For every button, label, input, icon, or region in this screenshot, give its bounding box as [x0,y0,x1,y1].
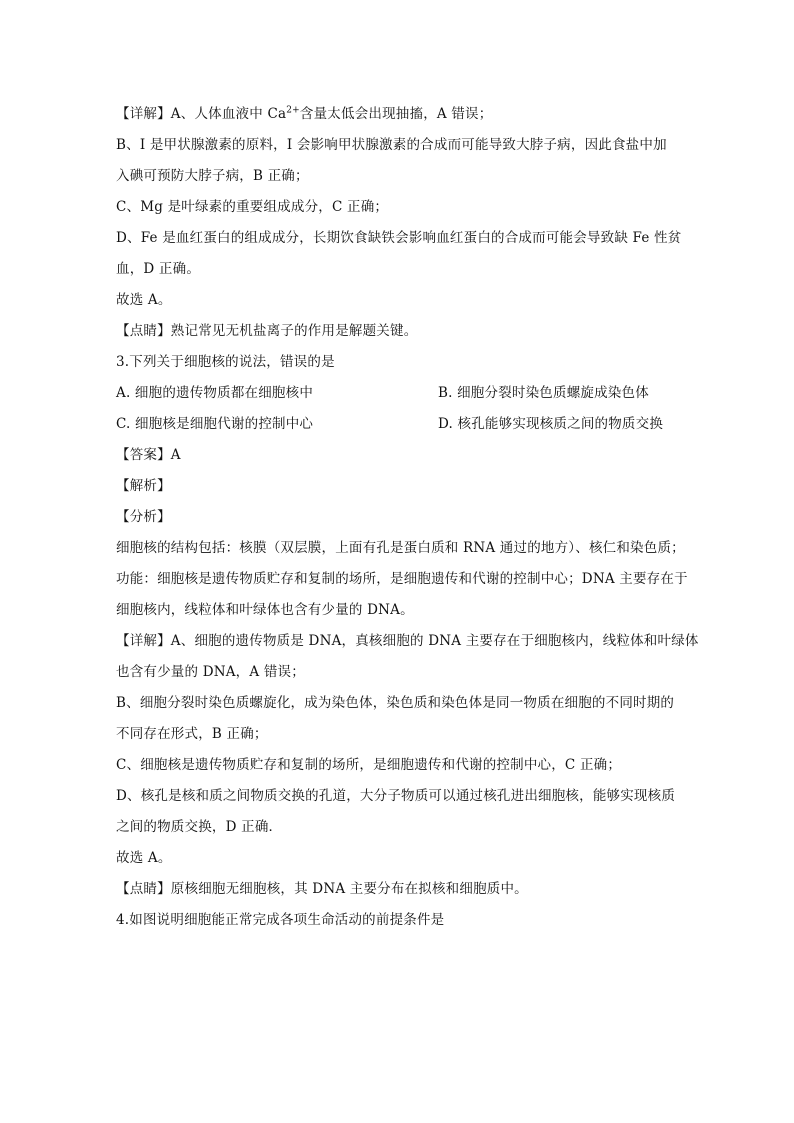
text-line: C、细胞核是遗传物质贮存和复制的场所，是细胞遗传和代谢的控制中心，C 正确； [116,757,622,773]
text-line: 【点睛】熟记常见无机盐离子的作用是解题关键。 [116,323,418,339]
option-b: B. 细胞分裂时染色质螺旋成染色体 [438,385,649,401]
text-line: 【详解】A、细胞的遗传物质是 DNA，真核细胞的 DNA 主要存在于细胞核内，线粒体和叶绿体 [116,633,699,649]
text-line: 入碘可预防大脖子病，B 正确； [116,168,309,184]
text-line: B、细胞分裂时染色质螺旋化，成为染色体，染色质和染色体是同一物质在细胞的不同时期的 [116,695,675,711]
text-line: C、Mg 是叶绿素的重要组成成分，C 正确； [116,199,389,215]
question-stem: 3.下列关于细胞核的说法，错误的是 [116,354,335,370]
text-line: 细胞核内，线粒体和叶绿体也含有少量的 DNA。 [116,602,414,618]
text-line: 功能：细胞核是遗传物质贮存和复制的场所，是细胞遗传和代谢的控制中心；DNA 主要存在于 [116,571,688,587]
text-line: 【点睛】原核细胞无细胞核，其 DNA 主要分布在拟核和细胞质中。 [116,881,528,897]
text-line: 血，D 正确。 [116,261,201,277]
text-line: D、Fe 是血红蛋白的组成成分，长期饮食缺铁会影响血红蛋白的合成而可能会导致缺 Fe 性贫 [116,230,682,246]
option-d: D. 核孔能够实现核质之间的物质交换 [438,416,664,432]
text-line: 故选 A。 [116,850,172,866]
superscript: 2+ [286,105,300,116]
text-line: 细胞核的结构包括：核膜（双层膜，上面有孔是蛋白质和 RNA 通过的地方）、核仁和染色质； [116,540,685,556]
text-line: 也含有少量的 DNA，A 错误； [116,664,305,680]
text-line: B、I 是甲状腺激素的原料，I 会影响甲状腺激素的合成而可能导致大脖子病，因此食盐中加 [116,137,667,153]
text-segment: 【详解】A、人体血液中 Ca [116,106,287,122]
answer-label: 【答案】A [116,447,181,463]
analysis-heading: 【解析】 [116,478,171,494]
option-a: A. 细胞的遗传物质都在细胞核中 [116,385,314,401]
text-segment: 含量太低会出现抽搐，A 错误； [299,106,493,122]
explanation-line-calcium [116,104,694,124]
text-line: D、核孔是核和质之间物质交换的孔道，大分子物质可以通过核孔进出细胞核，能够实现核质 [116,788,676,804]
text-line: 之间的物质交换，D 正确． [116,819,283,835]
text-line: 故选 A。 [116,292,172,308]
text-line: 不同存在形式，B 正确； [116,726,268,742]
analysis-subheading: 【分析】 [116,509,171,525]
question-stem: 4.如图说明细胞能正常完成各项生命活动的前提条件是 [116,912,445,928]
option-c: C. 细胞核是细胞代谢的控制中心 [116,416,314,432]
